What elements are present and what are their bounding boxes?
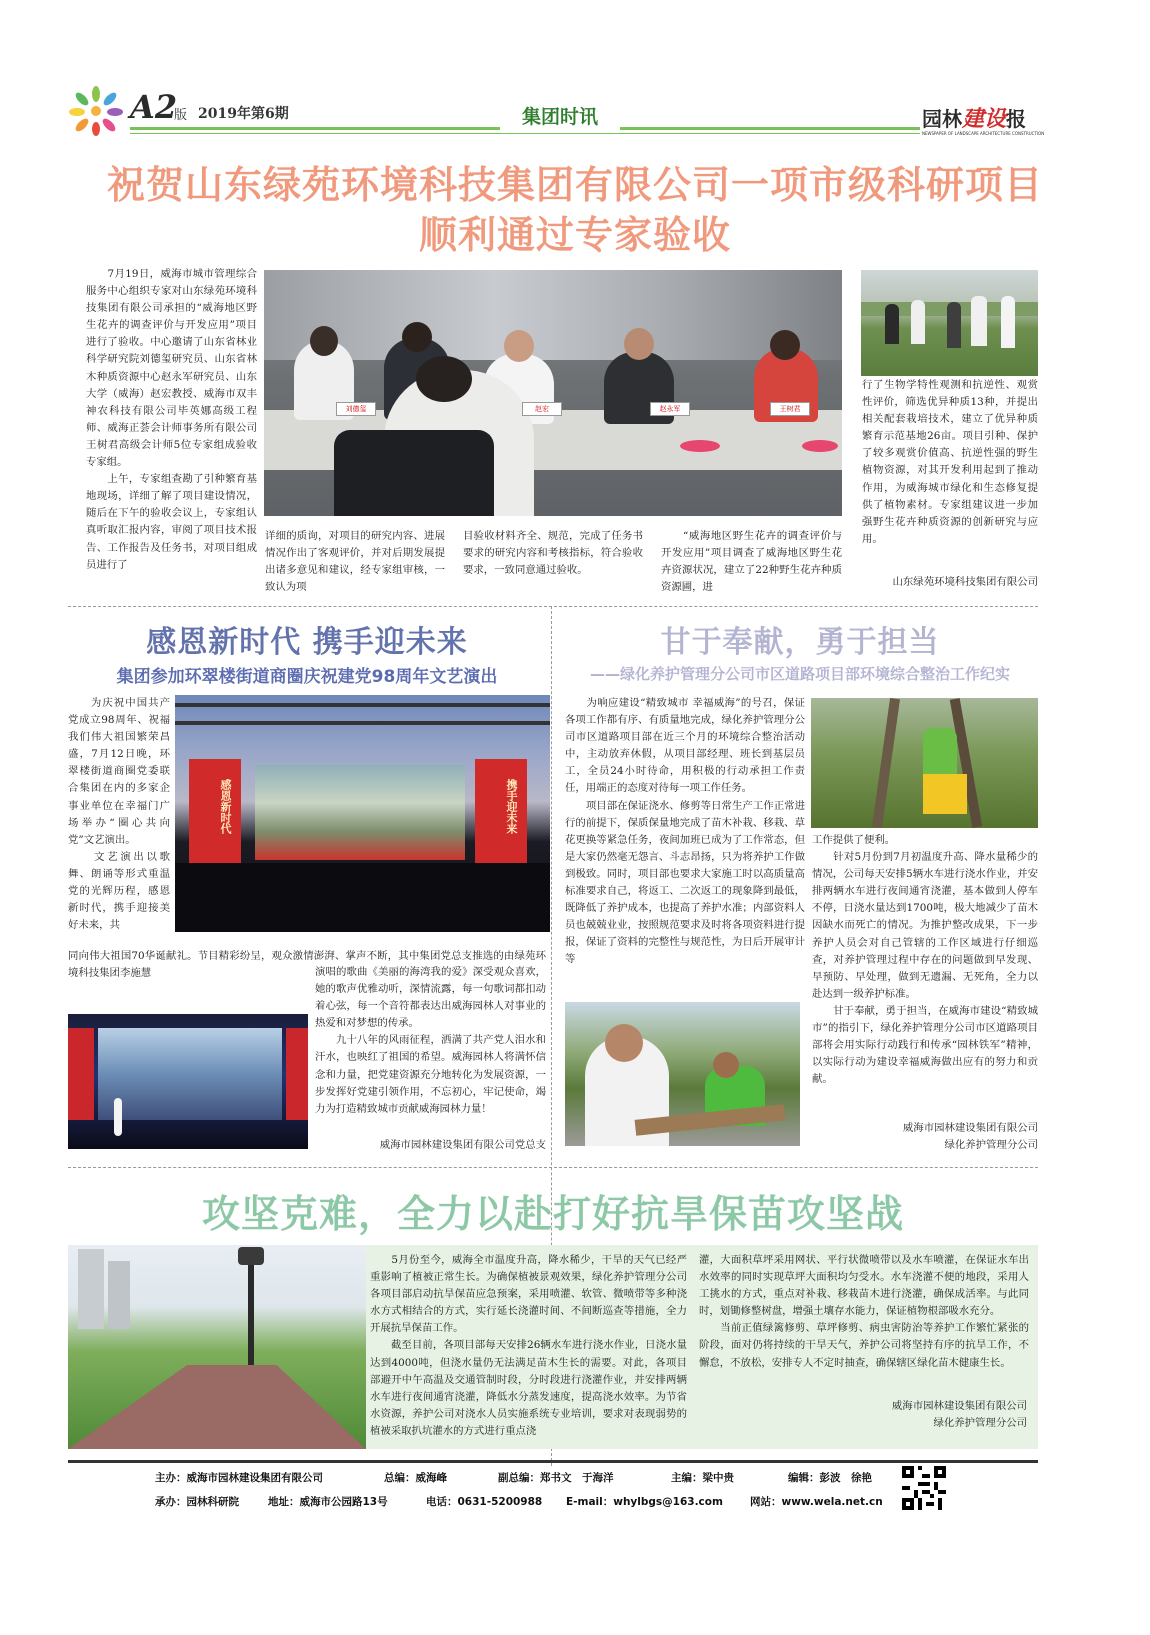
article1-col2: 详细的质询，对项目的研究内容、进展情况作出了客观评价，并对后期发展提出诸多意见和建议，经专家组审核，一致认为项 bbox=[265, 530, 445, 594]
article2-col2: 演唱的歌曲《美丽的海湾我的爱》深受观众喜欢，她的歌声优雅动听，深情流露，每一句歌词都扣动着心弦，每一个音符都表达出威海园林人对事业的热爱和对梦想的传承。 九十八年的风雨征程，洒满了共产党人泪水和汗水，也映红了祖国的希望。威海园林人将满怀信念和力量，把党建资源充分地转化为发展资源，一步发挥好党建引领作用，不忘初心，牢记使命，竭力为打造精致城市贡献威海园林力量！ bbox=[315, 966, 546, 1115]
sprinkler-photo bbox=[68, 1245, 366, 1449]
masthead-rule-thin bbox=[130, 133, 920, 134]
chair bbox=[334, 430, 494, 516]
divider-h2 bbox=[68, 1167, 1038, 1168]
article2-title: 感恩新时代 携手迎未来 bbox=[146, 625, 468, 660]
brick-path bbox=[68, 1365, 366, 1449]
paper-logo bbox=[922, 102, 1092, 136]
footer-editors: 编辑：彭波 徐艳 bbox=[788, 1472, 872, 1484]
nameplate-4: 王树君 bbox=[770, 402, 810, 416]
stage-banner-left-text: 感恩新时代 bbox=[219, 779, 232, 834]
footer-chief-editor: 总编：威海峰 bbox=[384, 1472, 447, 1484]
article1-col4: “威海地区野生花卉的调查评价与开发应用”项目调查了威海地区野生花卉资源状况，建立了22种野生花卉种质资源圃，进 bbox=[661, 530, 842, 594]
article1-col3: 目验收材料齐全、规范，完成了任务书要求的研究内容和考核指标，符合验收要求，一致同意通过验收。 bbox=[463, 530, 643, 577]
field-photo bbox=[861, 270, 1038, 376]
tree-pruning-photo bbox=[811, 698, 1038, 828]
footer-website-link[interactable]: 网站：www.wela.net.cn bbox=[750, 1496, 883, 1508]
divider-h1 bbox=[68, 606, 1038, 607]
footer-phone: 电话：0631-5200988 bbox=[426, 1496, 543, 1508]
paper-english: NEWSPAPER OF LANDSCAPE ARCHITECTURE CONSTRUCTION bbox=[922, 131, 1045, 136]
nameplate-2: 赵永军 bbox=[650, 402, 690, 416]
flower-logo-icon bbox=[64, 82, 128, 138]
article3-signature: 威海市园林建设集团有限公司 绿化养护管理分公司 bbox=[902, 1122, 1038, 1151]
article2-wide: 同向伟大祖国70华诞献礼。节目精彩纷呈，观众激情澎湃、掌声不断，其中集团党总支推选的由绿苑环境科技集团李施慧 bbox=[68, 950, 546, 980]
article2-col1: 为庆祝中国共产党成立98周年、祝福我们伟大祖国繁荣昌盛，7月12日晚，环翠楼街道商圈党委联合集团在内的多家企事业单位在幸福门广场举办“圈心共向党”文艺演出。 文艺演出以歌舞、朗诵等形式重温党的光辉历程，感恩新时代，携手迎接美好未来，共 bbox=[68, 697, 170, 932]
footer-deputy-editor: 副总编：郑书文 于海洋 bbox=[498, 1472, 614, 1484]
nameplate-3: 赵宏 bbox=[522, 402, 562, 416]
masthead-rule-right bbox=[620, 127, 920, 130]
article1-title-line2: 顺利通过专家验收 bbox=[418, 213, 731, 257]
article4-col1: 5月份至今，威海全市温度升高，降水稀少，干旱的天气已经严重影响了植被正常生长。为确保植被景观效果，绿化养护管理分公司各项目部启动抗旱保苗应急预案，采用喷灌、软管、微喷带等多种浇水方式相结合的方式，实行延长浇灌时间、不间断巡查等措施，全力开展抗旱保苗工作。 截至目前，各项目部每天安排26辆水车进行浇水作业，日浇水量达到4000吨，但浇水量仍无法满足苗木生长的需要。对此，各项目部避开中午高温及交通管制时段，分时段进行浇灌作业，并安排两辆水车进行夜间通宵浇灌，降低水分蒸发速度，提高浇水效率。为节省水资源，养护公司对浇水人员实施系统专业培训，要求对表现弱势的植被采取扒坑灌水的方式进行重点浇 bbox=[370, 1254, 687, 1437]
article1-title-line1: 祝贺山东绿苑环境科技集团有限公司一项市级科研项目 bbox=[106, 163, 1043, 207]
footer-address: 地址：威海市公园路13号 bbox=[268, 1496, 388, 1508]
footer-organizer: 承办：园林科研院 bbox=[155, 1496, 239, 1508]
paper-name-b: 建设 bbox=[962, 106, 1007, 132]
page-label: A2 bbox=[130, 88, 178, 126]
issue-number: 2019年第6期 bbox=[198, 106, 289, 122]
footer-host: 主办：威海市园林建设集团有限公司 bbox=[155, 1472, 323, 1484]
stage-screen bbox=[255, 765, 465, 860]
masthead-rule-left bbox=[130, 127, 500, 130]
paper-name-a: 园林 bbox=[922, 107, 962, 131]
article1-col5: 行了生物学特性观测和抗逆性、观赏性评价，筛选优异种质13种，并提出相关配套栽培技术，建立了优异种质繁育示范基地26亩。项目引种、保护了较多观赏价值高、抗逆性强的野生植物资源，对其开发利用起到了推动作用，为威海城市绿化和生态修复提供了植物素材。专家组建议进一步加强野生花卉种质资源的创新研究与应用。 bbox=[862, 379, 1038, 545]
article2-subtitle: 集团参加环翠楼街道商圈庆祝建党98周年文艺演出 bbox=[116, 667, 498, 687]
article1-col1: 7月19日，威海市城市管理综合服务中心组织专家对山东绿苑环境科技集团有限公司承担的“威海地区野生花卉的调查评价与开发应用”项目进行了验收。中心邀请了山东省林业科学研究院刘德玺研究员、山东省林木种质资源中心赵永军研究员、山东大学（威海）赵宏教授、威海市双丰神农科技有限公司毕英娜高级工程师、威海正荟会计师事务所有限公司王树君高级会计师5位专家组成验收专家组。 上午，专家组查勘了引种繁育基地现场，详细了解了项目建设情况，随后在下午的验收会议上，专家组认真听取汇报内容，审阅了项目技术报告、工作报告及任务书，对项目组成员进行了 bbox=[86, 268, 257, 571]
tree-cutting-photo bbox=[565, 1002, 800, 1146]
article4-col2: 灌，大面积草坪采用网状、平行状微喷带以及水车喷灌，在保证水车出水效率的同时实现草坪大面积均匀受水。水车浇灌不便的地段，采用人工挑水的方式，重点对补栽、移栽苗木进行浇灌，确保成活率。与此同时，划锄修整树盘，增强土壤存水能力，保证植物根部吸水充分。 当前正值绿篱修剪、草坪修剪、病虫害防治等养护工作繁忙紧张的阶段，面对仍将持续的干旱天气，养护公司将坚持有序的抗旱工作，不懈怠，不放松，安排专人不定时抽查，确保辖区绿化苗木健康生长。 bbox=[699, 1254, 1029, 1369]
concert-photo bbox=[68, 1014, 308, 1149]
footer-rule bbox=[68, 1460, 1038, 1463]
article3-subtitle: ——绿化养护管理分公司市区道路项目部环境综合整治工作纪实 bbox=[589, 665, 1010, 683]
page-suffix: 版 bbox=[174, 108, 188, 123]
article3-title: 甘于奉献，勇于担当 bbox=[660, 625, 940, 660]
meeting-photo bbox=[264, 270, 842, 516]
footer-email-link[interactable]: E-mail：whylbgs@163.com bbox=[566, 1496, 723, 1508]
article3-col2: 工作提供了便利。 针对5月份到7月初温度升高、降水量稀少的情况，公司每天安排5辆水车进行浇水作业，并安排两辆水车进行夜间通宵浇灌，基本做到人停车不停，日浇水量达到1700吨，极大地减少了苗木因缺水而死亡的情况。为推护整改成果，下一步养护人员会对自己管辖的工作区域进行仔细巡查，对养护管理过程中存在的问题做到早发现、早预防、早处理，做到无遗漏、无死角，全力以赴达到一级养护标准。 甘于奉献，勇于担当，在威海市建设“精致城市”的指引下，绿化养护管理分公司市区道路项目部将会用实际行动践行和传承“园林铁军”精神，以实际行动为建设幸福威海做出应有的努力和贡献。 bbox=[812, 834, 1038, 1086]
qr-code-icon bbox=[902, 1466, 946, 1510]
stage-banner-right-text: 携手迎未来 bbox=[505, 779, 518, 834]
article2-signature: 威海市园林建设集团有限公司党总支 bbox=[379, 1139, 546, 1151]
masthead bbox=[60, 82, 1090, 138]
article4-title: 攻坚克难，全力以赴打好抗旱保苗攻坚战 bbox=[201, 1192, 904, 1236]
footer-editor-in-charge: 主编：梁中贵 bbox=[671, 1472, 734, 1484]
article4-signature: 威海市园林建设集团有限公司 绿化养护管理分公司 bbox=[891, 1400, 1027, 1429]
article1-signature: 山东绿苑环境科技集团有限公司 bbox=[892, 576, 1038, 588]
stage-photo bbox=[175, 695, 550, 932]
section-title: 集团时讯 bbox=[521, 106, 598, 128]
nameplate-1: 刘德玺 bbox=[336, 402, 376, 416]
paper-name-c: 报 bbox=[1006, 107, 1027, 131]
article3-col1: 为响应建设“精致城市 幸福威海”的号召，保证各项工作都有序、有质量地完成，绿化养护管理分公司市区道路项目部在近三个月的环境综合整治活动中，主动放弃休假，从项目部经理、班长到基层员工，全员24小时待命，用积极的行动承担工作责任，用端正的态度对待每一项工作任务。 项目部在保证浇水、修剪等日常生产工作正常进行的前提下，保质保量地完成了苗木补栽、移栽、草花更换等紧急任务，夜间加班已成为了工作常态，但是大家仍然毫无怨言、斗志昂扬，只为将养护工作做到极致。同时，项目部也要求大家施工时以高质量高标准要求自己，将返工、二次返工的现象降到最低，既降低了养护成本，也提高了养护水准；内部资料人员也兢兢业业，按照规范要求及时将各项资料进行提报，保证了资料的完整性与规范性，为日后开展审计等 bbox=[565, 697, 805, 966]
